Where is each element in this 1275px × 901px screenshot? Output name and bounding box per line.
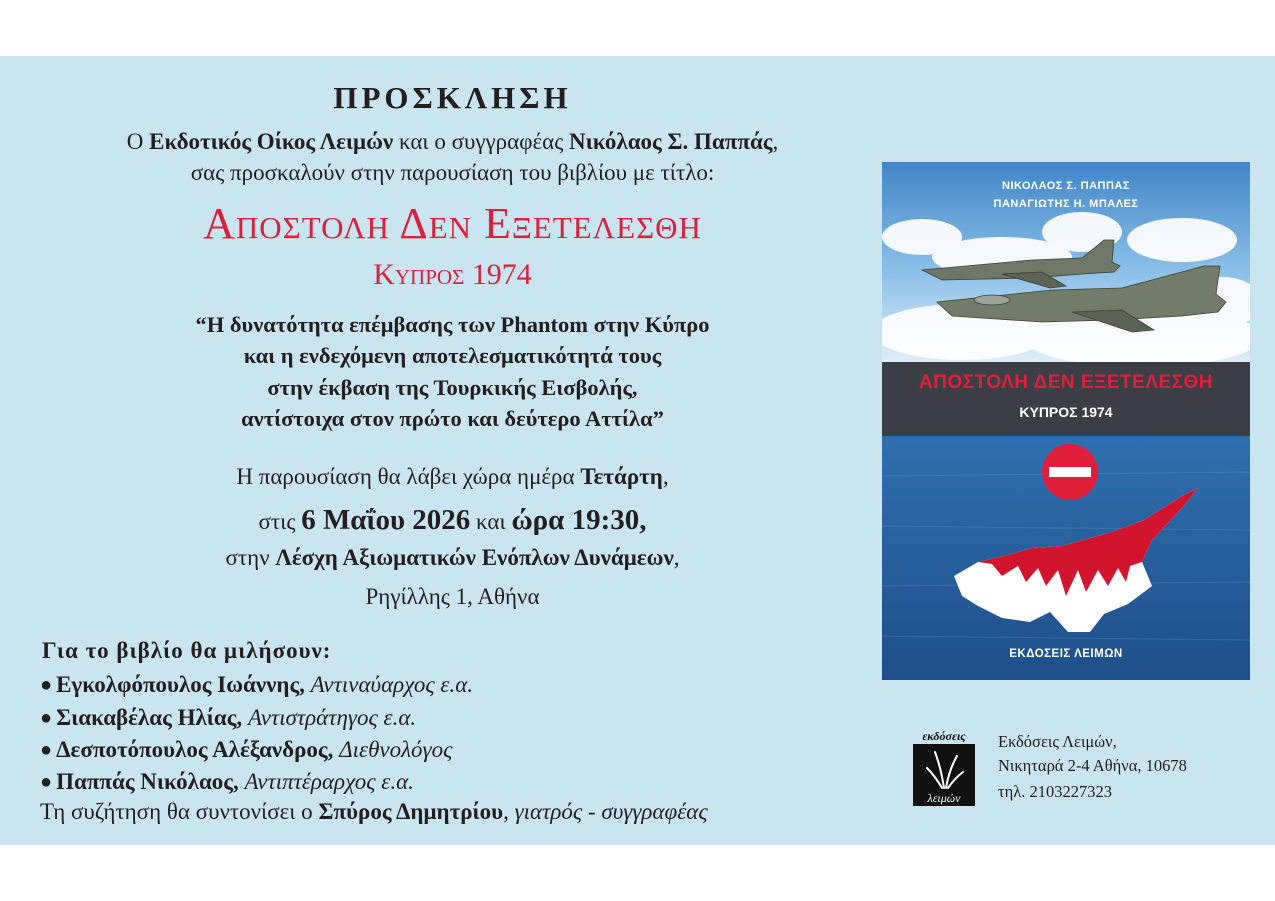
intro-line-2: σας προσκαλούν στην παρουσίαση του βιβλίου με τίτλο:: [190, 160, 715, 185]
publisher-logo: [913, 728, 975, 806]
moderator-title: γιατρός - συγγραφέας: [514, 799, 708, 824]
book-cover-image: [882, 162, 1250, 680]
quote-line-2: και η ενδεχόμενη αποτελεσματικότητά τους: [243, 343, 662, 368]
moderator-prefix: Τη συζήτηση θα συντονίσει ο: [40, 799, 319, 824]
presentation-day-prefix: Η παρουσίαση θα λάβει χώρα ημέρα: [236, 464, 581, 489]
speaker-name: Εγκολφόπουλος Ιωάννης,: [56, 672, 305, 697]
cover-subtitle: ΚΥΠΡΟΣ 1974: [1019, 404, 1113, 420]
presentation-day: Τετάρτη: [580, 464, 663, 489]
presentation-address: Ρηγίλλης 1, Αθήνα: [365, 584, 540, 609]
publisher-name: Εκδόσεις Λειμών,: [998, 732, 1117, 751]
publisher-house-name: Εκδοτικός Οίκος Λειμών: [149, 129, 394, 154]
speaker-item: [40, 670, 473, 701]
cover-author-1: ΝΙΚΟΛΑΟΣ Σ. ΠΑΠΠΑΣ: [1002, 180, 1130, 192]
invitation-heading: ΠΡΟΣΚΛΗΣΗ: [333, 80, 572, 115]
intro-prefix: Ο: [126, 129, 150, 154]
logo-text-bottom: λειμών: [927, 791, 961, 805]
quote-line-1: “Η δυνατότητα επέμβασης των Phantom στην Κύπρο: [195, 312, 710, 337]
sea-with-cyprus-image: [882, 436, 1250, 680]
bullet-icon: ●: [40, 674, 53, 696]
cover-author-2: ΠΑΝΑΓΙΩΤΗΣ Η. ΜΠΑΛΕΣ: [993, 198, 1139, 210]
invitation-card: [0, 56, 1275, 845]
presentation-date-middle: και: [470, 509, 512, 534]
presentation-date-suffix: ,: [639, 504, 647, 536]
bullet-icon: ●: [40, 739, 53, 761]
speaker-name: Δεσποτόπουλος Αλέξανδρος,: [56, 737, 334, 762]
speaker-title: Αντιπτέραρχος ε.α.: [244, 769, 414, 794]
publisher-address: Νικηταρά 2-4 Αθήνα, 10678: [998, 756, 1187, 775]
cover-title: ΑΠΟΣΤΟΛΗ ΔΕΝ ΕΞΕΤΕΛΕΣΘΗ: [918, 372, 1214, 393]
bullet-icon: ●: [40, 707, 53, 729]
presentation-date-prefix: στις: [258, 509, 302, 534]
speaker-title: Αντιναύαρχος ε.α.: [310, 672, 474, 697]
book-title: Αποστολη Δεν Εξετελεσθη: [203, 199, 702, 248]
moderator-line: [40, 799, 708, 825]
quote-line-4: αντίστοιχα στον πρώτο και δεύτερο Αττίλα”: [241, 406, 664, 431]
speaker-item: [40, 767, 414, 798]
presentation-time: ώρα 19:30: [511, 504, 640, 536]
presentation-day-line: [0, 464, 905, 490]
sky-with-jets-image: [882, 162, 1250, 362]
publisher-phone: τηλ. 2103227323: [998, 782, 1113, 801]
presentation-venue-prefix: στην: [225, 545, 276, 570]
speaker-title: Διεθνολόγος: [339, 737, 453, 762]
speaker-item: [40, 735, 452, 766]
intro-middle: και ο συγγραφέας: [393, 129, 570, 154]
speaker-title: Αντιστράτηγος ε.α.: [247, 705, 417, 730]
intro-suffix: ,: [772, 129, 779, 154]
speakers-heading: Για το βιβλίο θα μιλήσουν:: [42, 638, 332, 663]
intro-line-1: [0, 126, 905, 157]
presentation-venue: Λέσχη Αξιωματικών Ενόπλων Δυνάμεων: [275, 545, 674, 570]
book-subtitle: Κυπρος 1974: [373, 258, 532, 291]
speaker-name: Παππάς Νικόλαος,: [56, 769, 239, 794]
presentation-venue-suffix: ,: [673, 545, 680, 570]
quote-line-3: στην έκβαση της Τουρκικής Εισβολής,: [267, 375, 638, 400]
no-entry-icon: [1042, 444, 1098, 500]
presentation-date: 6 Μαΐου 2026: [301, 504, 471, 536]
presentation-venue-line: [0, 545, 905, 571]
cover-publisher: ΕΚΔΟΣΕΙΣ ΛΕΙΜΩΝ: [1009, 648, 1123, 660]
moderator-separator: ,: [503, 799, 515, 824]
presentation-day-suffix: ,: [662, 464, 669, 489]
presentation-date-line: [0, 504, 905, 537]
bullet-icon: ●: [40, 771, 53, 793]
speaker-name: Σιακαβέλας Ηλίας,: [56, 705, 243, 730]
moderator-name: Σπύρος Δημητρίου: [318, 799, 504, 824]
speaker-item: [40, 703, 416, 734]
author-name: Νικόλαος Σ. Παππάς: [569, 129, 773, 154]
logo-text-top: εκδόσεις: [922, 729, 966, 743]
